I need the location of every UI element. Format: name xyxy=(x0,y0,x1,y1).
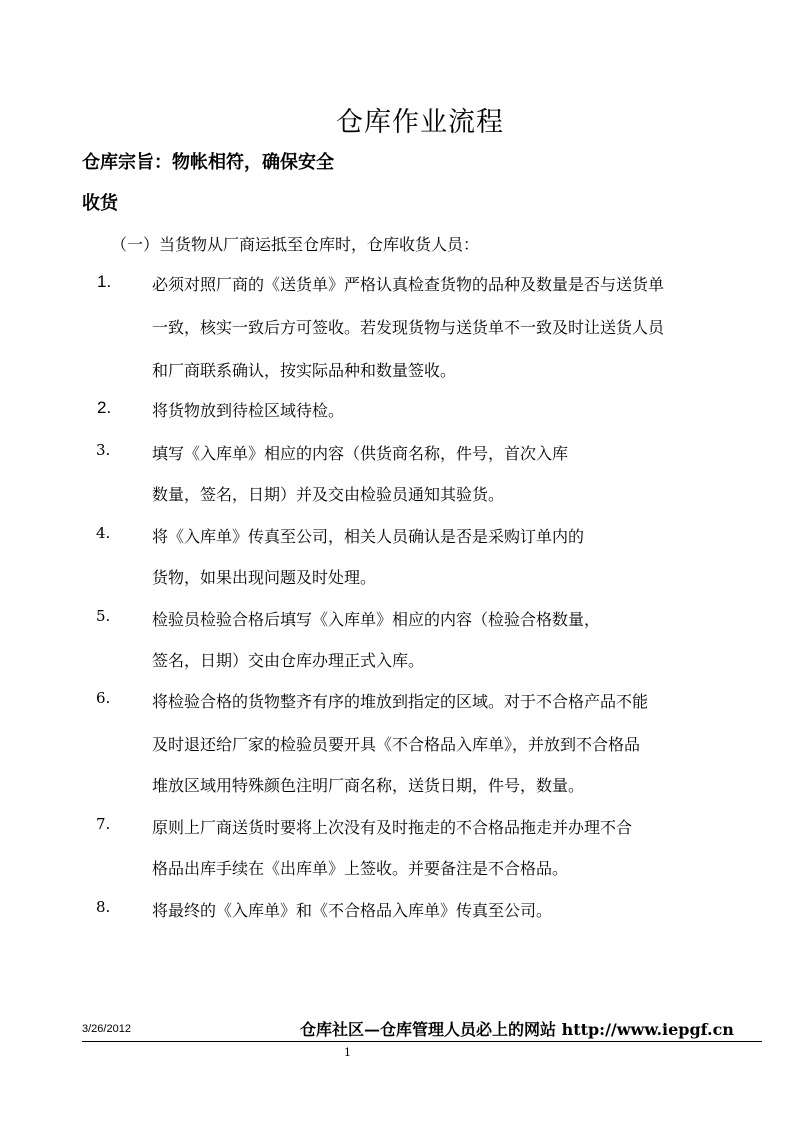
item-number: 5. xyxy=(96,607,111,625)
item-text-line: 堆放区域用特殊颜色注明厂商名称，送货日期，件号，数量。 xyxy=(152,776,585,795)
item-text-line: 及时退还给厂家的检验员要开具《不合格品入库单》，并放到不合格品 xyxy=(152,735,641,754)
item-number: 8. xyxy=(96,898,111,916)
item-number: 6. xyxy=(96,689,111,707)
item-text-line: 将货物放到待检区域待检。 xyxy=(152,401,345,420)
warehouse-purpose: 仓库宗旨：物帐相符，确保安全 xyxy=(82,152,334,173)
section-heading: 收货 xyxy=(82,193,118,214)
item-number: 1. xyxy=(97,272,112,291)
item-text-line: 填写《入库单》相应的内容（供货商名称，件号，首次入库 xyxy=(152,444,569,463)
page-number: 1 xyxy=(344,1046,351,1059)
item-number: 4. xyxy=(96,524,111,542)
item-number: 3. xyxy=(96,441,111,459)
sub-heading: （一）当货物从厂商运抵至仓库时，仓库收货人员： xyxy=(111,235,480,254)
item-text-line: 数量，签名，日期）并及交由检验员通知其验货。 xyxy=(152,485,505,504)
footer-divider xyxy=(82,1041,762,1042)
item-text-line: 和厂商联系确认，按实际品种和数量签收。 xyxy=(152,361,457,380)
item-text-line: 一致，核实一致后方可签收。若发现货物与送货单不一致及时让送货人员 xyxy=(152,318,665,337)
item-text-line: 原则上厂商送货时要将上次没有及时拖走的不合格品拖走并办理不合 xyxy=(152,818,633,837)
page-title: 仓库作业流程 xyxy=(336,107,504,138)
footer-site-text: 仓库社区—仓库管理人员必上的网站 http://www.iepgf.cn xyxy=(300,1020,734,1039)
item-text-line: 将最终的《入库单》和《不合格品入库单》传真至公司。 xyxy=(152,901,553,920)
item-text-line: 签名，日期）交由仓库办理正式入库。 xyxy=(152,651,425,670)
item-number: 7. xyxy=(96,815,111,833)
item-text-line: 将《入库单》传真至公司，相关人员确认是否是采购订单内的 xyxy=(152,527,585,546)
item-text-line: 检验员检验合格后填写《入库单》相应的内容（检验合格数量， xyxy=(152,610,601,629)
item-text-line: 将检验合格的货物整齐有序的堆放到指定的区域。对于不合格产品不能 xyxy=(152,692,649,711)
item-text-line: 货物，如果出现问题及时处理。 xyxy=(152,568,377,587)
footer-date: 3/26/2012 xyxy=(82,1023,131,1035)
item-text-line: 必须对照厂商的《送货单》严格认真检查货物的品种及数量是否与送货单 xyxy=(152,275,665,294)
item-number: 2. xyxy=(97,398,112,417)
item-text-line: 格品出库手续在《出库单》上签收。并要备注是不合格品。 xyxy=(152,859,569,878)
